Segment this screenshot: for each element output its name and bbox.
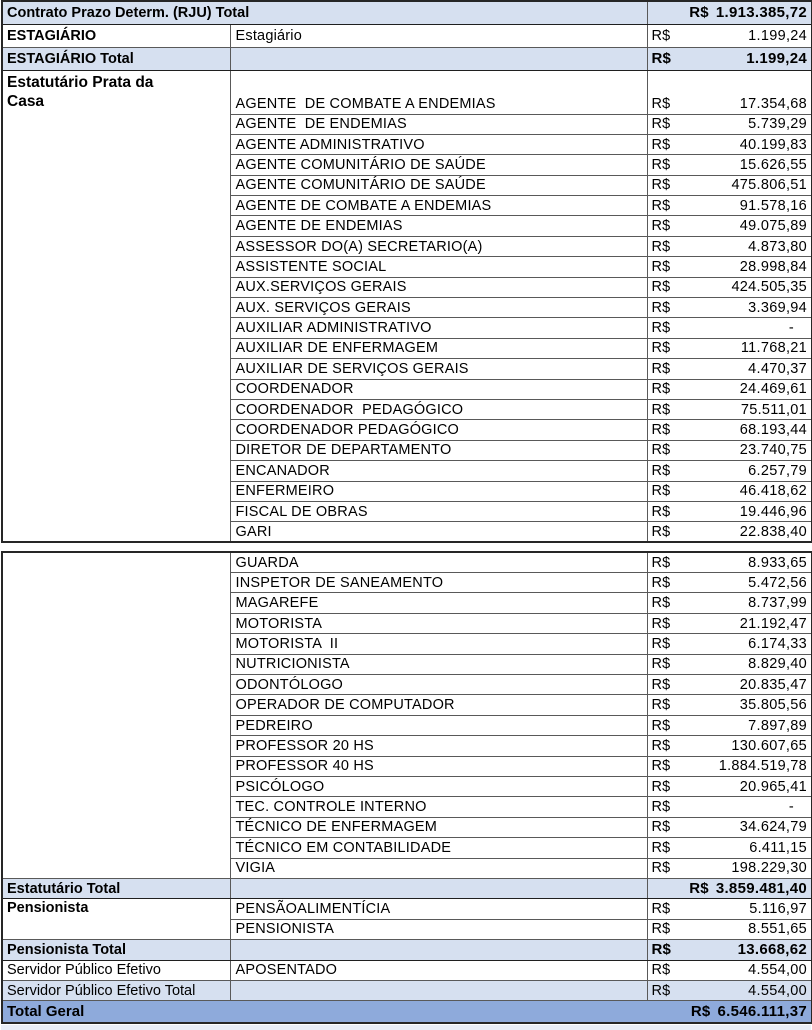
job-cell: PROFESSOR 20 HS bbox=[230, 736, 647, 756]
currency-symbol: R$ bbox=[651, 95, 671, 112]
currency-symbol: R$ bbox=[651, 554, 671, 571]
amount-cell bbox=[647, 573, 812, 593]
currency-symbol: R$ bbox=[651, 156, 671, 173]
amount-cell bbox=[647, 878, 812, 898]
amount-value: 21.192,47 bbox=[739, 615, 807, 632]
job-cell: MOTORISTA bbox=[230, 613, 647, 633]
job-cell: AUXILIAR DE SERVIÇOS GERAIS bbox=[230, 359, 647, 379]
amount-cell bbox=[647, 175, 812, 195]
amount-value: 5.116,97 bbox=[749, 901, 807, 918]
amount-value: 1.884.519,78 bbox=[718, 758, 807, 775]
amount-cell bbox=[647, 461, 812, 481]
amount-value: 475.806,51 bbox=[731, 177, 808, 194]
currency-symbol: R$ bbox=[651, 483, 671, 500]
amount-value: 5.739,29 bbox=[748, 116, 808, 133]
amount-value: 68.193,44 bbox=[739, 422, 808, 439]
job-cell: AUXILIAR DE ENFERMAGEM bbox=[230, 338, 647, 358]
amount-cell bbox=[647, 24, 812, 47]
amount-value: 20.835,47 bbox=[739, 676, 807, 693]
amount-value: 4.470,37 bbox=[748, 360, 808, 377]
job-cell: TÉCNICO EM CONTABILIDADE bbox=[230, 838, 647, 858]
amount-value: 15.626,55 bbox=[739, 156, 808, 173]
amount-cell bbox=[647, 277, 812, 297]
job-cell: COORDENADOR PEDAGÓGICO bbox=[230, 399, 647, 419]
currency-symbol: R$ bbox=[651, 799, 671, 816]
amount-cell bbox=[647, 399, 812, 419]
row-label: Pensionista Total bbox=[2, 940, 230, 960]
amount-value: 6.546.111,37 bbox=[717, 1003, 807, 1021]
amount-cell bbox=[647, 593, 812, 613]
currency-symbol: R$ bbox=[651, 50, 672, 67]
job-cell: ODONTÓLOGO bbox=[230, 675, 647, 695]
job-cell: APOSENTADO bbox=[230, 960, 647, 980]
job-cell: TÉCNICO DE ENFERMAGEM bbox=[230, 817, 647, 837]
currency-symbol: R$ bbox=[651, 574, 671, 591]
currency-symbol: R$ bbox=[651, 523, 671, 540]
amount-cell bbox=[647, 552, 812, 572]
job-cell: AUXILIAR ADMINISTRATIVO bbox=[230, 318, 647, 338]
amount-cell bbox=[647, 134, 812, 154]
amount-value: 8.737,99 bbox=[748, 595, 807, 612]
amount-value: 8.933,65 bbox=[748, 554, 807, 571]
currency-symbol: R$ bbox=[651, 299, 671, 316]
currency-symbol: R$ bbox=[651, 778, 671, 795]
amount-value: 34.624,79 bbox=[739, 819, 807, 836]
row-label: Total Geral bbox=[2, 1001, 647, 1023]
amount-value: 130.607,65 bbox=[731, 737, 807, 754]
job-cell: PSICÓLOGO bbox=[230, 777, 647, 797]
amount-cell bbox=[647, 216, 812, 236]
currency-symbol: R$ bbox=[651, 860, 671, 877]
amount-value: 13.668,62 bbox=[737, 941, 807, 959]
currency-symbol: R$ bbox=[651, 258, 671, 275]
category-cell: Pensionista bbox=[2, 899, 230, 940]
amount-value: 23.740,75 bbox=[739, 442, 808, 459]
amount-value: 3.369,94 bbox=[748, 299, 808, 316]
job-cell: Estagiário bbox=[230, 24, 647, 47]
amount-value: - bbox=[788, 799, 807, 816]
estatutario-section-part1 bbox=[2, 70, 812, 542]
job-cell: AGENTE COMUNITÁRIO DE SAÚDE bbox=[230, 155, 647, 175]
currency-symbol: R$ bbox=[651, 503, 671, 520]
amount-value: 24.469,61 bbox=[739, 381, 808, 398]
amount-cell bbox=[647, 940, 812, 960]
amount-cell bbox=[647, 338, 812, 358]
payroll-pivot-report bbox=[1, 0, 811, 1030]
job-cell: PENSIONISTA bbox=[230, 919, 647, 939]
job-cell: NUTRICIONISTA bbox=[230, 654, 647, 674]
amount-cell bbox=[647, 318, 812, 338]
job-cell: ENCANADOR bbox=[230, 461, 647, 481]
amount-value: 49.075,89 bbox=[739, 218, 808, 235]
currency-symbol: R$ bbox=[651, 360, 671, 377]
amount-value: 46.418,62 bbox=[739, 483, 808, 500]
currency-symbol: R$ bbox=[651, 901, 671, 918]
empty-cell bbox=[230, 47, 647, 70]
amount-value: 91.578,16 bbox=[739, 197, 808, 214]
currency-symbol: R$ bbox=[651, 676, 671, 693]
amount-value: 8.829,40 bbox=[748, 656, 807, 673]
job-cell: AGENTE DE COMBATE A ENDEMIAS bbox=[230, 70, 647, 114]
amount-cell bbox=[647, 236, 812, 256]
amount-value: 28.998,84 bbox=[739, 258, 808, 275]
row-label: Estatutário Total bbox=[2, 878, 230, 898]
amount-value: 19.446,96 bbox=[739, 503, 808, 520]
estagiario-total-row bbox=[2, 47, 812, 70]
currency-symbol: R$ bbox=[651, 442, 671, 459]
amount-cell bbox=[647, 695, 812, 715]
currency-symbol: R$ bbox=[689, 4, 709, 22]
category-cell: Servidor Público Efetivo bbox=[2, 960, 230, 980]
amount-cell bbox=[647, 797, 812, 817]
amount-value: 35.805,56 bbox=[739, 697, 807, 714]
estatutario-section-part2 bbox=[2, 552, 812, 878]
currency-symbol: R$ bbox=[651, 116, 671, 133]
job-cell: PENSÃOALIMENTÍCIA bbox=[230, 899, 647, 919]
job-cell: DIRETOR DE DEPARTAMENTO bbox=[230, 440, 647, 460]
currency-symbol: R$ bbox=[689, 880, 709, 898]
currency-symbol: R$ bbox=[690, 1003, 711, 1021]
currency-symbol: R$ bbox=[651, 635, 671, 652]
amount-cell bbox=[647, 1001, 812, 1023]
empty-cell bbox=[230, 940, 647, 960]
amount-cell bbox=[647, 960, 812, 980]
currency-symbol: R$ bbox=[651, 401, 671, 418]
currency-symbol: R$ bbox=[651, 340, 671, 357]
amount-value: 3.859.481,40 bbox=[715, 880, 807, 898]
job-cell: AGENTE DE ENDEMIAS bbox=[230, 216, 647, 236]
amount-cell bbox=[647, 420, 812, 440]
amount-value: 22.838,40 bbox=[739, 523, 808, 540]
category-cell-continuation bbox=[2, 552, 230, 878]
amount-cell bbox=[647, 522, 812, 542]
pensionista-total-row bbox=[2, 940, 812, 960]
job-cell: ASSISTENTE SOCIAL bbox=[230, 257, 647, 277]
amount-value: 1.913.385,72 bbox=[715, 4, 808, 22]
amount-cell bbox=[647, 654, 812, 674]
amount-value: 4.554,00 bbox=[748, 962, 807, 979]
currency-symbol: R$ bbox=[651, 177, 671, 194]
currency-symbol: R$ bbox=[651, 921, 671, 938]
job-cell: GARI bbox=[230, 522, 647, 542]
job-row bbox=[2, 552, 812, 572]
job-cell: COORDENADOR PEDAGÓGICO bbox=[230, 420, 647, 440]
amount-value: 75.511,01 bbox=[740, 401, 808, 418]
estatutario-total-row bbox=[2, 878, 812, 898]
amount-cell bbox=[647, 715, 812, 735]
job-cell: ASSESSOR DO(A) SECRETARIO(A) bbox=[230, 236, 647, 256]
amount-value: 4.873,80 bbox=[748, 238, 808, 255]
amount-value: 1.199,24 bbox=[748, 27, 808, 44]
page-break-gap bbox=[1, 543, 811, 551]
pensionista-row bbox=[2, 899, 812, 919]
amount-cell bbox=[647, 481, 812, 501]
amount-value: 198.229,30 bbox=[731, 860, 807, 877]
amount-cell bbox=[647, 817, 812, 837]
amount-cell bbox=[647, 440, 812, 460]
currency-symbol: R$ bbox=[651, 717, 671, 734]
amount-cell bbox=[647, 736, 812, 756]
page-edge-strip bbox=[1, 1025, 811, 1030]
amount-cell bbox=[647, 634, 812, 654]
currency-symbol: R$ bbox=[651, 839, 671, 856]
amount-cell bbox=[647, 196, 812, 216]
amount-cell bbox=[647, 838, 812, 858]
currency-symbol: R$ bbox=[651, 279, 671, 296]
amount-cell bbox=[647, 298, 812, 318]
amount-value: 424.505,35 bbox=[731, 279, 808, 296]
category-cell: ESTAGIÁRIO bbox=[2, 24, 230, 47]
job-cell: AGENTE DE ENDEMIAS bbox=[230, 114, 647, 134]
summary-top-rows bbox=[2, 1, 812, 70]
estagiario-row bbox=[2, 24, 812, 47]
amount-cell bbox=[647, 379, 812, 399]
report-table-page-2 bbox=[1, 551, 812, 1024]
empty-cell bbox=[230, 878, 647, 898]
currency-symbol: R$ bbox=[651, 737, 671, 754]
job-cell: AUX. SERVIÇOS GERAIS bbox=[230, 298, 647, 318]
amount-cell bbox=[647, 777, 812, 797]
job-cell: COORDENADOR bbox=[230, 379, 647, 399]
servidor-total-row bbox=[2, 980, 812, 1000]
job-cell: TEC. CONTROLE INTERNO bbox=[230, 797, 647, 817]
currency-symbol: R$ bbox=[651, 238, 671, 255]
job-cell: AGENTE ADMINISTRATIVO bbox=[230, 134, 647, 154]
currency-symbol: R$ bbox=[651, 197, 671, 214]
report-table-page-1 bbox=[1, 0, 812, 543]
job-cell: GUARDA bbox=[230, 552, 647, 572]
job-cell: ENFERMEIRO bbox=[230, 481, 647, 501]
currency-symbol: R$ bbox=[651, 819, 671, 836]
job-cell: VIGIA bbox=[230, 858, 647, 878]
servidor-row bbox=[2, 960, 812, 980]
job-cell: AGENTE DE COMBATE A ENDEMIAS bbox=[230, 196, 647, 216]
row-label: Servidor Público Efetivo Total bbox=[2, 980, 230, 1000]
currency-symbol: R$ bbox=[651, 218, 671, 235]
amount-cell bbox=[647, 919, 812, 939]
contrato-total-row bbox=[2, 1, 812, 24]
currency-symbol: R$ bbox=[651, 758, 671, 775]
amount-value: 6.411,15 bbox=[749, 839, 807, 856]
amount-value: 20.965,41 bbox=[739, 778, 807, 795]
amount-cell bbox=[647, 114, 812, 134]
currency-symbol: R$ bbox=[651, 962, 671, 979]
amount-value: 5.472,56 bbox=[748, 574, 807, 591]
currency-symbol: R$ bbox=[651, 656, 671, 673]
amount-cell bbox=[647, 980, 812, 1000]
currency-symbol: R$ bbox=[651, 320, 671, 337]
amount-cell bbox=[647, 47, 812, 70]
currency-symbol: R$ bbox=[651, 941, 672, 959]
amount-cell bbox=[647, 257, 812, 277]
amount-cell bbox=[647, 359, 812, 379]
amount-value: - bbox=[788, 320, 808, 337]
amount-value: 11.768,21 bbox=[740, 340, 808, 357]
amount-value: 40.199,83 bbox=[739, 136, 808, 153]
amount-cell bbox=[647, 613, 812, 633]
job-row bbox=[2, 70, 812, 114]
job-cell: MAGAREFE bbox=[230, 593, 647, 613]
amount-cell bbox=[647, 899, 812, 919]
job-cell: FISCAL DE OBRAS bbox=[230, 501, 647, 521]
amount-cell bbox=[647, 756, 812, 776]
currency-symbol: R$ bbox=[651, 982, 671, 999]
job-cell: PROFESSOR 40 HS bbox=[230, 756, 647, 776]
amount-cell bbox=[647, 501, 812, 521]
bottom-summary-rows bbox=[2, 878, 812, 1022]
amount-value: 6.174,33 bbox=[748, 635, 807, 652]
amount-cell bbox=[647, 1, 812, 24]
currency-symbol: R$ bbox=[651, 381, 671, 398]
amount-value: 8.551,65 bbox=[748, 921, 807, 938]
job-cell: INSPETOR DE SANEAMENTO bbox=[230, 573, 647, 593]
amount-value: 4.554,00 bbox=[748, 982, 807, 999]
amount-value: 6.257,79 bbox=[748, 462, 808, 479]
currency-symbol: R$ bbox=[651, 595, 671, 612]
amount-value: 7.897,89 bbox=[748, 717, 807, 734]
job-cell: MOTORISTA II bbox=[230, 634, 647, 654]
job-cell: AGENTE COMUNITÁRIO DE SAÚDE bbox=[230, 175, 647, 195]
currency-symbol: R$ bbox=[651, 27, 671, 44]
currency-symbol: R$ bbox=[651, 422, 671, 439]
job-cell: OPERADOR DE COMPUTADOR bbox=[230, 695, 647, 715]
amount-value: 1.199,24 bbox=[746, 50, 808, 67]
amount-value: 17.354,68 bbox=[739, 95, 808, 112]
amount-cell bbox=[647, 858, 812, 878]
currency-symbol: R$ bbox=[651, 615, 671, 632]
row-label: ESTAGIÁRIO Total bbox=[2, 47, 230, 70]
job-cell: AUX.SERVIÇOS GERAIS bbox=[230, 277, 647, 297]
job-cell: PEDREIRO bbox=[230, 715, 647, 735]
amount-cell bbox=[647, 155, 812, 175]
empty-cell bbox=[230, 980, 647, 1000]
amount-cell bbox=[647, 675, 812, 695]
currency-symbol: R$ bbox=[651, 136, 671, 153]
currency-symbol: R$ bbox=[651, 462, 671, 479]
category-cell: Estatutário Prata da Casa bbox=[2, 70, 230, 542]
total-geral-row bbox=[2, 1001, 812, 1023]
currency-symbol: R$ bbox=[651, 697, 671, 714]
row-label: Contrato Prazo Determ. (RJU) Total bbox=[2, 1, 647, 24]
amount-cell bbox=[647, 70, 812, 114]
